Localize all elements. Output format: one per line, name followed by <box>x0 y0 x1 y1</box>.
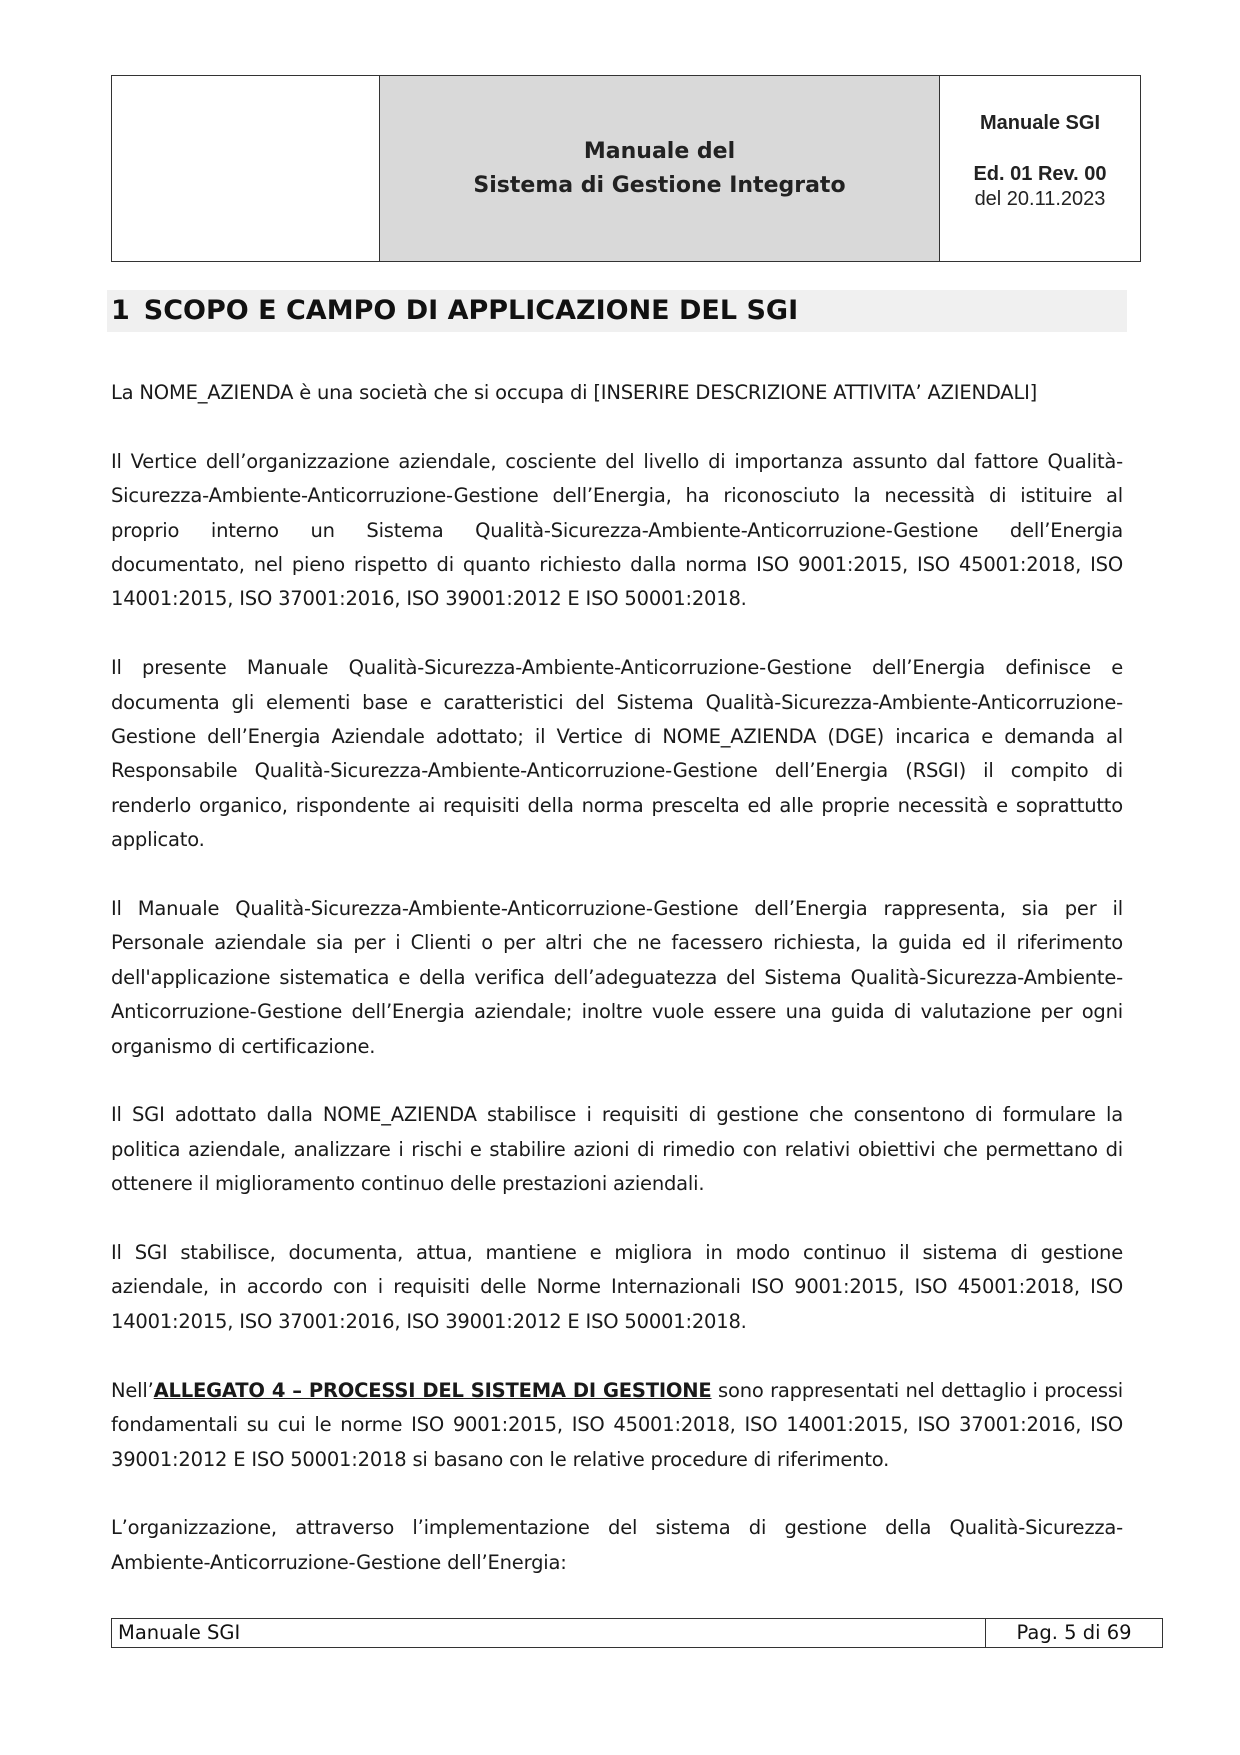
page-number: Pag. 5 di 69 <box>1016 1621 1132 1644</box>
header-title-cell <box>380 76 940 261</box>
doc-code: Manuale SGI <box>979 112 1101 134</box>
revision-date: del 20.11.2023 <box>974 188 1106 210</box>
footer-doc-name: Manuale SGI <box>112 1619 986 1647</box>
header-title-line2: Sistema di Gestione Integrato <box>473 172 846 198</box>
paragraph-suffix: sono rappresentati nel dettaglio i processi fondamentali su cui le norme ISO 9001:2015, ISO 45001:2018, ISO 14001:2015, ISO 37001:2016, ISO 39001:2012 E ISO 50001:2018 si basano con le relative procedure di riferimento. <box>111 1378 1124 1471</box>
paragraph: La NOME_AZIENDA è una società che si occupa di [INSERIRE DESCRIZIONE ATTIVITA’ AZIENDALI] <box>111 381 1038 404</box>
section-heading <box>107 290 1127 332</box>
paragraph <box>111 1374 1123 1477</box>
header-meta-cell <box>940 76 1140 261</box>
edition-revision: Ed. 01 Rev. 00 <box>973 163 1107 185</box>
document-body <box>111 376 1123 1615</box>
header-title-line1: Manuale del <box>583 138 736 164</box>
logo-cell <box>112 76 380 261</box>
paragraph: Il SGI adottato dalla NOME_AZIENDA stabilisce i requisiti di gestione che consentono di formulare la politica aziendale, analizzare i rischi e stabilire azioni di rimedio con relativi obiettivi che permettano di ottenere il miglioramento continuo delle prestazioni aziendali. <box>111 1103 1123 1196</box>
paragraph: Il SGI stabilisce, documenta, attua, mantiene e migliora in modo continuo il sistema di gestione aziendale, in accordo con i requisiti delle Norme Internazionali ISO 9001:2015, ISO 45001:2018, ISO 14001:2015, ISO 37001:2016, ISO 39001:2012 E ISO 50001:2018. <box>111 1241 1123 1333</box>
document-footer <box>111 1618 1163 1648</box>
paragraph: L’organizzazione, attraverso l’implementazione del sistema di gestione della Qualità-Sicurezza-Ambiente-Anticorruzione-Gestione dell’Energia: <box>111 1516 1123 1574</box>
paragraph: Il Manuale Qualità-Sicurezza-Ambiente-Anticorruzione-Gestione dell’Energia rappresenta, sia per il Personale aziendale sia per i Clienti o per altri che ne facessero richiesta, la guida ed il riferimento dell'applicazione sistematica e della verifica dell’adeguatezza del Sistema Qualità-Sicurezza-Ambiente-Anticorruzione-Gestione dell’Energia aziendale; inoltre vuole essere una guida di valutazione per ogni organismo di certificazione. <box>111 897 1123 1058</box>
paragraph: Il presente Manuale Qualità-Sicurezza-Ambiente-Anticorruzione-Gestione dell’Energia definisce e documenta gli elementi base e caratteristici del Sistema Qualità-Sicurezza-Ambiente-Anticorruzione-Gestione dell’Energia Aziendale adottato; il Vertice di NOME_AZIENDA (DGE) incarica e demanda al Responsabile Qualità-Sicurezza-Ambiente-Anticorruzione-Gestione dell’Energia (RSGI) il compito di renderlo organico, rispondente ai requisiti della norma prescelta ed alle proprie necessità e soprattutto applicato. <box>111 656 1123 852</box>
paragraph-prefix: Nell’ <box>111 1378 154 1402</box>
paragraph: Il Vertice dell’organizzazione aziendale, cosciente del livello di importanza assunto dal fattore Qualità-Sicurezza-Ambiente-Anticorruzione-Gestione dell’Energia, ha riconosciuto la necessità di istituire al proprio interno un Sistema Qualità-Sicurezza-Ambiente-Anticorruzione-Gestione dell’Energia documentato, nel pieno rispetto di quanto richiesto dalla norma ISO 9001:2015, ISO 45001:2018, ISO 14001:2015, ISO 37001:2016, ISO 39001:2012 E ISO 50001:2018. <box>111 449 1123 611</box>
document-header <box>111 75 1141 262</box>
section-number: 1 <box>111 295 130 326</box>
section-title: SCOPO E CAMPO DI APPLICAZIONE DEL SGI <box>143 295 799 326</box>
annex-reference-link[interactable]: ALLEGATO 4 – PROCESSI DEL SISTEMA DI GESTIONE <box>153 1378 712 1402</box>
